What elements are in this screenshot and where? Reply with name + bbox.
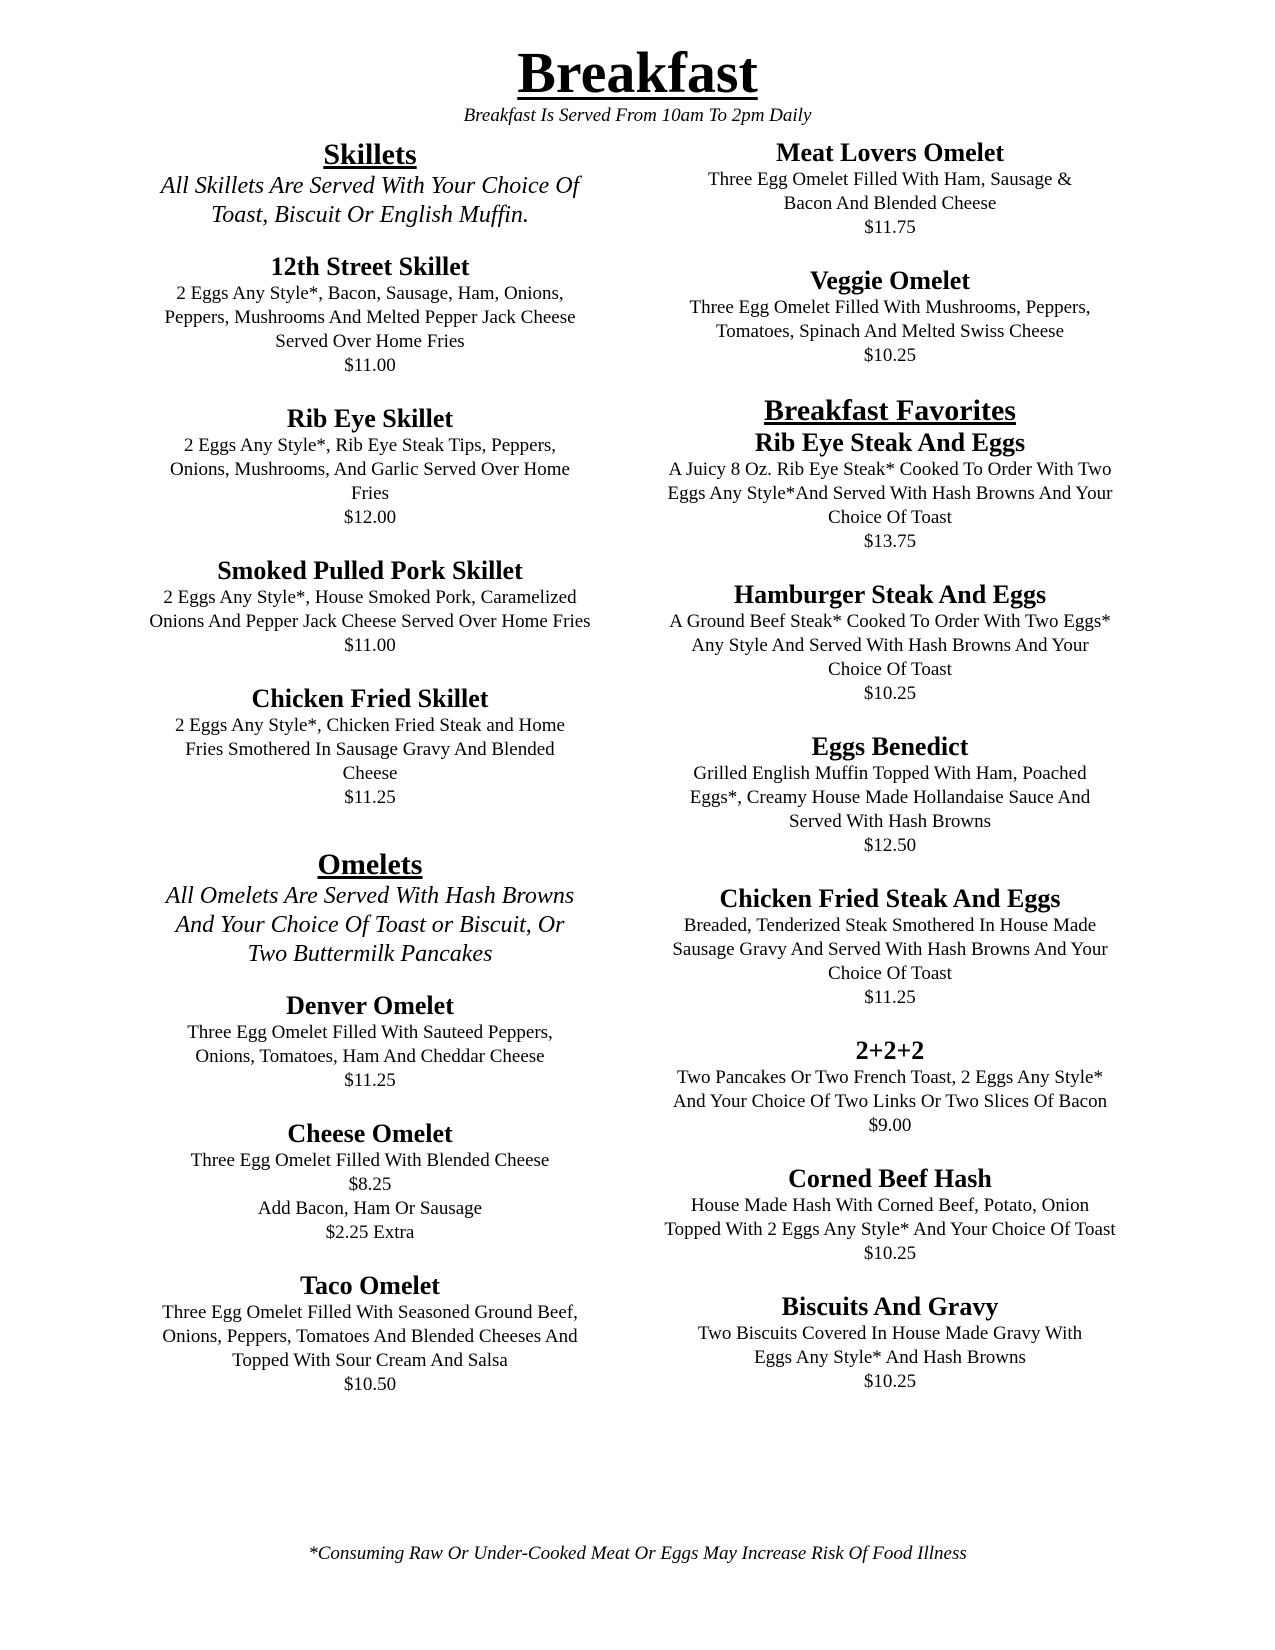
menu-item-description: 2 Eggs Any Style*, Rib Eye Steak Tips, Peppers, Onions, Mushrooms, And Garlic Served Over Home Fries: [169, 435, 570, 504]
menu-item: [140, 252, 600, 378]
menu-item-name: 12th Street Skillet: [270, 252, 470, 281]
menu-item-name: Rib Eye Skillet: [286, 404, 454, 433]
menu-item-name: Chicken Fried Steak And Eggs: [719, 884, 1061, 913]
menu-item-name: Meat Lovers Omelet: [775, 138, 1005, 167]
menu-item-name: Chicken Fried Skillet: [251, 684, 489, 713]
menu-item-description: Three Egg Omelet Filled With Seasoned Ground Beef, Onions, Peppers, Tomatoes And Blended Cheeses And Topped With Sour Cream And Salsa: [162, 1302, 578, 1371]
skillets-note: All Skillets Are Served With Your Choice Of Toast, Biscuit Or English Muffin.: [160, 173, 580, 228]
menu-item-description: Three Egg Omelet Filled With Ham, Sausage & Bacon And Blended Cheese: [707, 169, 1073, 214]
menu-item-price: $8.25: [348, 1174, 392, 1195]
menu-item: [140, 1119, 600, 1245]
menu-item-name: Biscuits And Gravy: [781, 1292, 999, 1321]
menu-item-description: House Made Hash With Corned Beef, Potato, Onion Topped With 2 Eggs Any Style* And Your Choice Of Toast: [664, 1195, 1116, 1240]
omelets-note: All Omelets Are Served With Hash Browns And Your Choice Of Toast or Biscuit, Or Two Buttermilk Pancakes: [165, 883, 575, 967]
menu-item-addon: Add Bacon, Ham Or Sausage: [257, 1198, 483, 1219]
section-heading-skillets: Skillets: [323, 138, 417, 171]
menu-item-description: A Juicy 8 Oz. Rib Eye Steak* Cooked To Order With Two Eggs Any Style*And Served With Hash Browns And Your Choice Of Toast: [667, 459, 1113, 528]
menu-item-description: Grilled English Muffin Topped With Ham, Poached Eggs*, Creamy House Made Hollandaise Sauce And Served With Hash Browns: [689, 763, 1091, 832]
menu-item-price: $11.00: [344, 635, 396, 656]
page-title: Breakfast: [517, 40, 758, 105]
menu-item-description: Three Egg Omelet Filled With Blended Cheese: [190, 1150, 550, 1171]
menu-item-price: $12.00: [343, 507, 397, 528]
right-column: [660, 138, 1120, 1394]
menu-item-name: Veggie Omelet: [809, 266, 971, 295]
menu-item-price: $10.50: [343, 1374, 397, 1395]
service-hours-note: Breakfast Is Served From 10am To 2pm Daily: [463, 105, 812, 126]
menu-item-name: 2+2+2: [855, 1036, 925, 1065]
menu-item-name: Rib Eye Steak And Eggs: [754, 428, 1026, 457]
menu-item-description: 2 Eggs Any Style*, Chicken Fried Steak and Home Fries Smothered In Sausage Gravy And Blended Cheese: [175, 715, 565, 784]
menu-item-name: Smoked Pulled Pork Skillet: [217, 556, 523, 585]
menu-item-price: $12.50: [863, 835, 917, 856]
menu-item-price: $10.25: [863, 1371, 917, 1392]
menu-item: [140, 684, 600, 810]
menu-item-price: $9.00: [868, 1115, 912, 1136]
menu-item-name: Corned Beef Hash: [788, 1164, 992, 1193]
menu-item-name: Cheese Omelet: [287, 1119, 453, 1148]
menu-item-description: Breaded, Tenderized Steak Smothered In House Made Sausage Gravy And Served With Hash Browns And Your Choice Of Toast: [672, 915, 1108, 984]
menu-item-price: $11.25: [864, 987, 916, 1008]
menu-item-description: A Ground Beef Steak* Cooked To Order With Two Eggs* Any Style And Served With Hash Browns And Your Choice Of Toast: [669, 611, 1111, 680]
section-heading-breakfast-favorites: Breakfast Favorites: [764, 394, 1016, 427]
menu-item-description: 2 Eggs Any Style*, Bacon, Sausage, Ham, Onions, Peppers, Mushrooms And Melted Pepper Jack Cheese Served Over Home Fries: [164, 283, 576, 352]
menu-item: [660, 266, 1120, 368]
menu-item: [140, 404, 600, 530]
menu-item-price: $11.25: [344, 1070, 396, 1091]
menu-item-name: Eggs Benedict: [811, 732, 969, 761]
menu-item: [660, 1036, 1120, 1138]
section-heading-omelets: Omelets: [317, 848, 423, 881]
menu-item-description: Three Egg Omelet Filled With Sauteed Peppers, Onions, Tomatoes, Ham And Cheddar Cheese: [187, 1022, 553, 1067]
menu-item-price: $11.25: [344, 787, 396, 808]
menu-item: [660, 428, 1120, 554]
menu-item: [660, 1164, 1120, 1266]
menu-item: [660, 884, 1120, 1010]
menu-item: [140, 1271, 600, 1397]
menu-item: [660, 138, 1120, 240]
menu-item-price: $10.25: [863, 683, 917, 704]
food-safety-disclaimer: *Consuming Raw Or Under-Cooked Meat Or Eggs May Increase Risk Of Food Illness: [308, 1543, 967, 1564]
menu-item-addon-price: $2.25 Extra: [325, 1222, 415, 1243]
menu-item: [660, 580, 1120, 706]
menu-item-description: 2 Eggs Any Style*, House Smoked Pork, Caramelized Onions And Pepper Jack Cheese Served Over Home Fries: [149, 587, 591, 632]
menu-item-price: $13.75: [863, 531, 917, 552]
menu-item-description: Two Biscuits Covered In House Made Gravy With Eggs Any Style* And Hash Browns: [697, 1323, 1083, 1368]
menu-item-name: Taco Omelet: [300, 1271, 440, 1300]
menu-item-name: Denver Omelet: [286, 991, 454, 1020]
menu-item: [140, 991, 600, 1093]
menu-item-description: Two Pancakes Or Two French Toast, 2 Eggs Any Style* And Your Choice Of Two Links Or Two Slices Of Bacon: [672, 1067, 1108, 1112]
left-column: [140, 138, 600, 1397]
menu-item-price: $11.00: [344, 355, 396, 376]
menu-item: [660, 1292, 1120, 1394]
menu-item-name: Hamburger Steak And Eggs: [733, 580, 1047, 609]
menu-item: [140, 556, 600, 658]
menu-item-price: $10.25: [863, 345, 917, 366]
menu-item: [660, 732, 1120, 858]
menu-item-price: $10.25: [863, 1243, 917, 1264]
menu-item-price: $11.75: [864, 217, 916, 238]
menu-item-description: Three Egg Omelet Filled With Mushrooms, Peppers, Tomatoes, Spinach And Melted Swiss Cheese: [689, 297, 1091, 342]
